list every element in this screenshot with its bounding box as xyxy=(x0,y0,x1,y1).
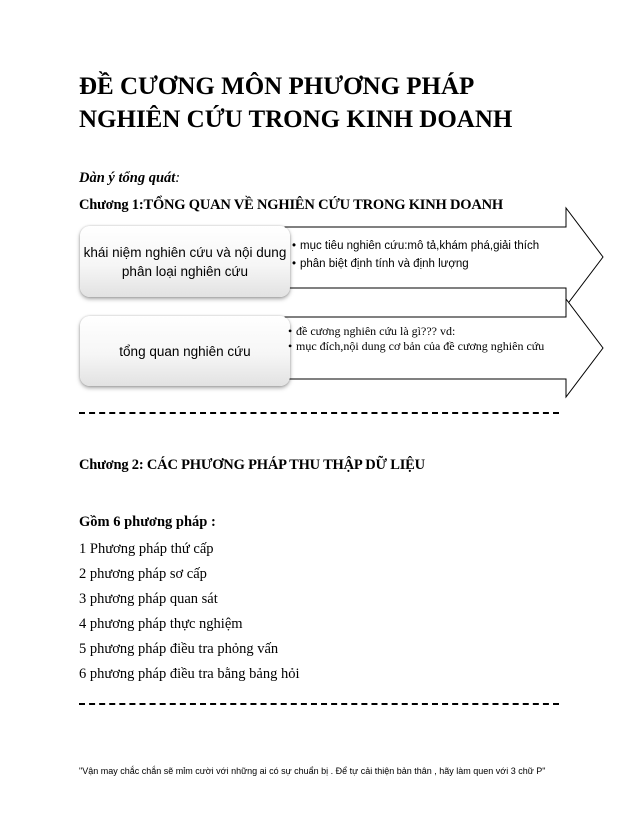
title-line-2: NGHIÊN CỨU TRONG KINH DOANH xyxy=(79,106,513,133)
section-divider xyxy=(79,703,559,705)
list-item: 1 Phương pháp thứ cấp xyxy=(79,541,214,557)
arrow-1-bullet: • mục tiêu nghiên cứu:mô tả,khám phá,giải thích xyxy=(292,237,567,255)
list-item: 6 phương pháp điều tra bằng bảng hỏi xyxy=(79,666,300,682)
arrow-1-bullets xyxy=(292,237,567,273)
arrow-1-bullet: • phân biệt định tính và định lượng xyxy=(292,255,567,273)
chapter-2-heading: Chương 2: CÁC PHƯƠNG PHÁP THU THẬP DỮ LIỆU xyxy=(79,457,425,473)
concept-box: khái niệm nghiên cứu và nội dung phân loại nghiên cứu xyxy=(80,226,290,297)
section-divider xyxy=(79,412,559,414)
chapter-1-heading: Chương 1:TỔNG QUAN VỀ NGHIÊN CỨU TRONG KINH DOANH xyxy=(79,197,503,213)
outline-label: Dàn ý tổng quát: xyxy=(79,170,181,186)
methods-subheading: Gồm 6 phương pháp : xyxy=(79,514,216,530)
list-item: 4 phương pháp thực nghiệm xyxy=(79,616,243,632)
overview-box: tổng quan nghiên cứu xyxy=(80,316,290,386)
methods-list xyxy=(79,537,300,687)
list-item: 2 phương pháp sơ cấp xyxy=(79,566,207,582)
list-item: 5 phương pháp điều tra phỏng vấn xyxy=(79,641,279,657)
arrow-2-bullet: • đề cương nghiên cứu là gì??? vd: xyxy=(288,324,566,339)
footer-quote: "Vận may chắc chắn sẽ mỉm cười với những ai có sự chuẩn bị . Để tự cải thiện bản thân , hãy làm quen với 3 chữ P" xyxy=(79,766,546,776)
arrow-2-bullets xyxy=(288,324,566,354)
title-line-1: ĐỀ CƯƠNG MÔN PHƯƠNG PHÁP xyxy=(79,73,475,100)
list-item: 3 phương pháp quan sát xyxy=(79,591,218,607)
arrow-2-bullet: • mục đích,nội dung cơ bản của đề cương nghiên cứu xyxy=(288,339,566,354)
